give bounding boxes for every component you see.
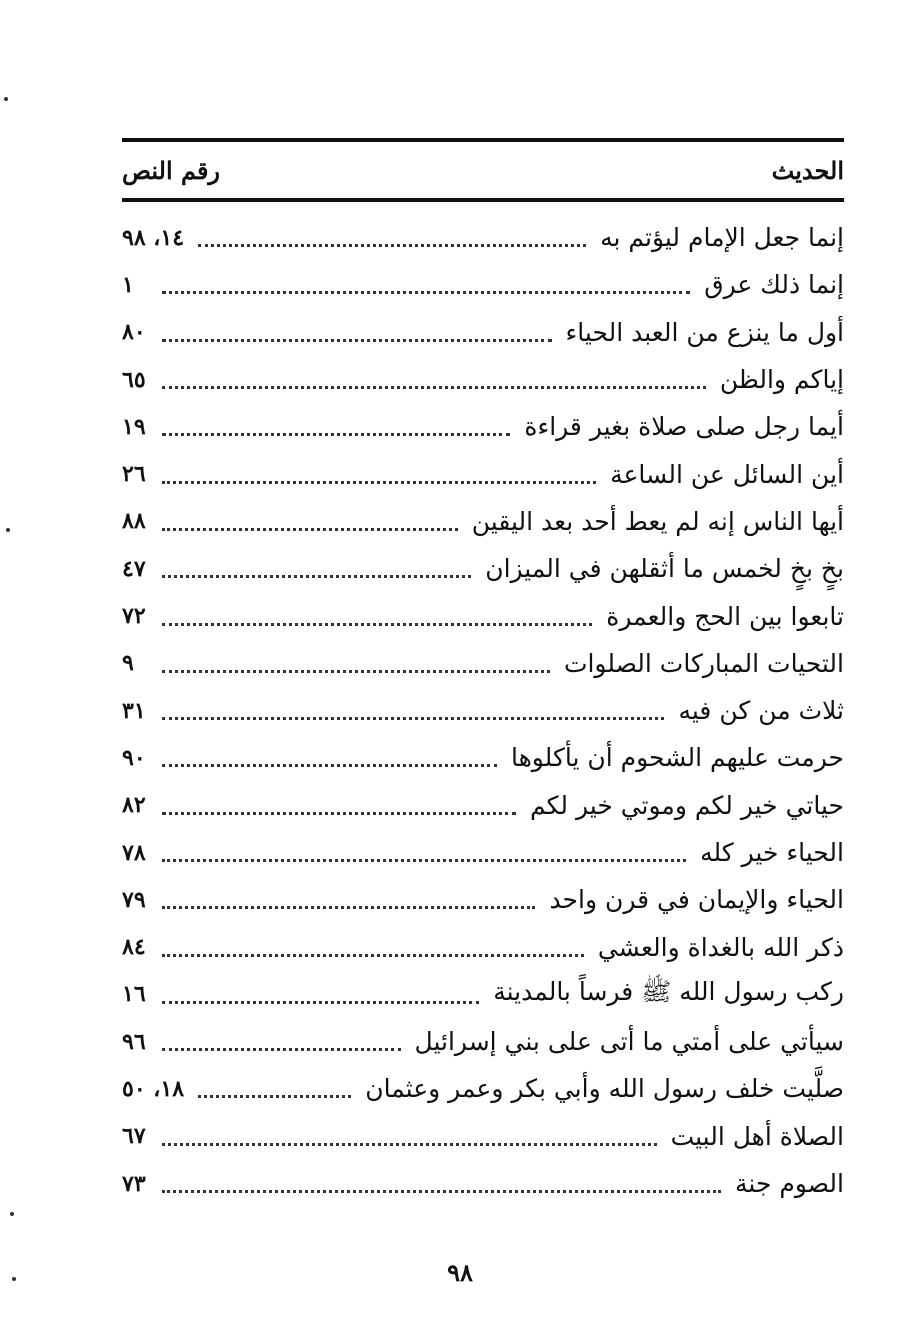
list-item [122,592,844,639]
hadith-text: ثلاث من كن فيه [678,696,844,726]
dot-leader [162,670,550,673]
list-item [122,734,844,781]
hadith-text: ركب رسول الله ﷺ فرساً بالمدينة [493,976,844,1006]
text-number: ٦٥ [122,366,146,393]
list-item [122,356,844,403]
list-item [122,498,844,545]
text-number: ٧٢ [122,603,146,630]
hadith-text: حياتي خير لكم وموتي خير لكم [529,790,844,820]
hadith-text: أين السائل عن الساعة [610,459,844,489]
dot-leader [162,481,596,484]
text-number: ٣١ [122,697,146,724]
text-number: ٩٦ [122,1028,146,1055]
dot-leader [162,575,471,578]
dot-leader [162,339,552,342]
dot-leader [162,1001,479,1004]
hadith-text: إياكم والظن [719,365,844,395]
list-item [122,545,844,592]
text-number: ١٦ [122,981,146,1008]
list-item [122,782,844,829]
text-number: ٩٠ [122,744,146,771]
list-item [122,876,844,923]
hadith-text: إنما ذلك عرق [704,270,844,300]
list-item [122,1065,844,1112]
list-item [122,403,844,450]
dot-leader [162,1190,721,1193]
scan-speck [12,1277,16,1281]
dot-leader [162,954,584,957]
dot-leader [162,433,510,436]
hadith-text: أيها الناس إنه لم يعط أحد بعد اليقين [471,506,844,536]
hadith-text: تابعوا بين الحج والعمرة [606,601,844,631]
text-number: ٦٧ [122,1123,146,1150]
text-number: ٤٧ [122,555,146,582]
list-item [122,309,844,356]
scan-speck [10,1212,14,1216]
number-column-label: رقم النص [122,155,221,185]
dot-leader [162,859,686,862]
hadith-text: أول ما ينزع من العبد الحياء [565,317,844,347]
dot-leader [162,386,706,389]
hadith-column-label: الحديث [771,155,844,185]
dot-leader [162,623,592,626]
text-number: ٨٨ [122,508,146,535]
hadith-text: الصوم جنة [735,1169,844,1199]
text-number: ٩ [122,650,134,677]
page-number: ٩٨ [447,1258,473,1287]
hadith-text: إنما جعل الإمام ليؤتم به [600,223,844,253]
list-item [122,1113,844,1160]
scan-speck [6,528,10,532]
dot-leader [162,906,535,909]
dot-leader [162,812,516,815]
top-rule [122,138,844,142]
header-rule [122,198,844,202]
text-number: ٧٣ [122,1170,146,1197]
dot-leader [162,717,664,720]
hadith-text: سيأتي على أمتي ما أتى على بني إسرائيل [414,1027,844,1057]
list-item [122,640,844,687]
text-number: ٨٤ [122,934,146,961]
scan-speck [4,97,8,101]
table-header [122,146,844,194]
list-item [122,261,844,308]
list-item [122,450,844,497]
text-number: ١٨، ٥٠ [122,1075,185,1102]
list-item [122,214,844,261]
hadith-text: الحياء خير كله [700,838,844,867]
dot-leader [162,1143,657,1146]
text-number: ٧٨ [122,839,146,866]
hadith-text: التحيات المباركات الصلوات [563,648,844,678]
hadith-text: حرمت عليهم الشحوم أن يأكلوها [510,743,844,773]
list-item [122,829,844,876]
dot-leader [162,291,690,294]
text-number: ١٩ [122,413,146,440]
hadith-text: صلَّيت خلف رسول الله وأبي بكر وعمر وعثمان [365,1074,844,1104]
list-item [122,687,844,734]
text-number: ٧٩ [122,886,146,913]
dot-leader [198,244,586,247]
list-item [122,971,844,1018]
text-number: ٨٠ [122,319,146,346]
text-number: ٢٦ [122,461,146,488]
text-number: ١٤، ٩٨ [122,224,185,251]
list-item [122,1160,844,1207]
hadith-text: الحياء والإيمان في قرن واحد [549,885,844,915]
hadith-text: ذكر الله بالغداة والعشي [597,932,844,962]
list-item [122,923,844,970]
dot-leader [162,1048,401,1051]
dot-leader [198,1095,351,1098]
text-number: ٨٢ [122,792,146,819]
hadith-text: بخٍ بخٍ لخمس ما أثقلهن في الميزان [485,554,844,584]
hadith-text: أيما رجل صلى صلاة بغير قراءة [524,412,844,442]
text-number: ١ [122,271,134,298]
list-item [122,1018,844,1065]
dot-leader [162,528,458,531]
hadith-text: الصلاة أهل البيت [670,1121,844,1151]
dot-leader [162,764,497,767]
hadith-index-list [122,214,844,1207]
